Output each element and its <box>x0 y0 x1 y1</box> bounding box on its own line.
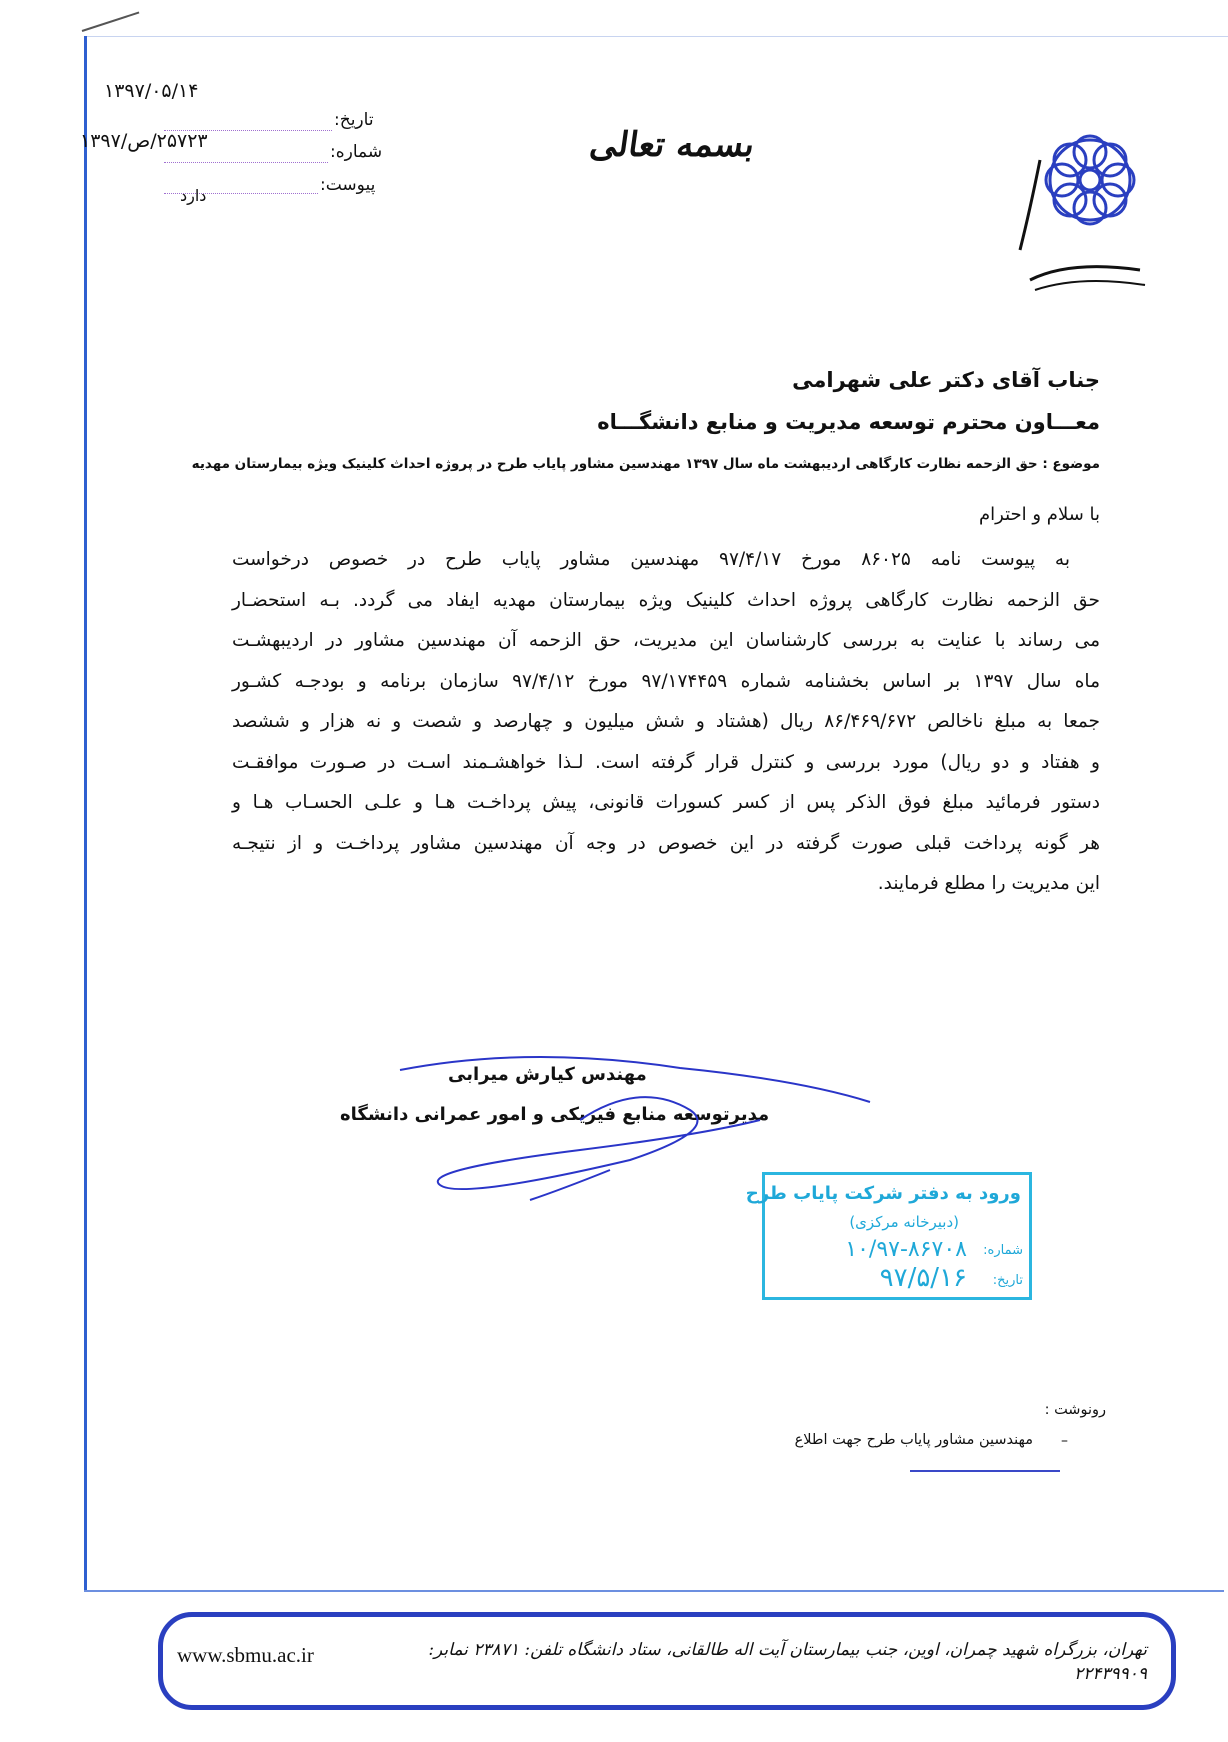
body-line: ماه سال ۱۳۹۷ بر اساس بخشنامه شماره ۹۷/۱۷۴۴۵۹ مورخ ۹۷/۴/۱۲ سازمان برنامه و بودجـه کشـور <box>232 670 1100 692</box>
stamp-date-value: ۹۷/۵/۱۶ <box>879 1263 967 1293</box>
attachment-value: دارد <box>180 186 207 205</box>
addressee-title: معـــاون محترم توسعه مدیریت و منابع دانشگـــاه <box>597 410 1100 434</box>
letter-body <box>232 540 1100 905</box>
subject-line: موضوع : حق الزحمه نظارت کارگاهی اردیبهشت ماه سال ۱۳۹۷ مهندسین مشاور پایاب طرح در پروژه احداث کلینیک ویژه بیمارستان مهدیه <box>191 456 1100 472</box>
body-line: می رساند با عنایت به بررسی کارشناسان این مدیریت، حق الزحمه آن مهندسین مشاور در اردیبهشـت <box>232 630 1100 651</box>
left-border <box>84 36 87 1592</box>
received-stamp <box>745 1172 1032 1300</box>
footer-box <box>158 1612 1176 1710</box>
body-line: به پیوست نامه ۸۶۰۲۵ مورخ ۹۷/۴/۱۷ مهندسین مشاور پایاب طرح در خصوص درخواست <box>232 549 1070 570</box>
stamp-subtitle: (دبیرخانه مرکزی) <box>849 1213 959 1231</box>
footer-address <box>357 1629 1147 1695</box>
body-line: و هفتاد و دو ریال) مورد بررسی و کنترل قرار گرفته است. لـذا خواهشـمند اسـت در صـورت موافقـت <box>232 751 1100 773</box>
cc-bullet: – <box>1061 1433 1068 1449</box>
attachment-label: پیوست: <box>320 175 376 195</box>
stamp-title: ورود به دفتر شرکت پایاب طرح <box>745 1183 1021 1204</box>
body-line: هر گونه پرداخت قبلی صورت گرفته در این خصوص در وجه آن مهندسین مشاور پرداخـت و از نتیجـه <box>232 832 1100 854</box>
handwritten-underline <box>910 1470 1060 1472</box>
body-line: دستور فرمائید مبلغ فوق الذکر پس از کسر کسورات قانونی، پیش پرداخـت هـا و علـی الحسـاب هـا و <box>232 792 1100 813</box>
signatory-name: مهندس کیارش میرابی <box>448 1064 647 1085</box>
date-label: تاریخ: <box>334 110 374 130</box>
stamp-date-label: تاریخ: <box>992 1273 1023 1288</box>
body-line: حق الزحمه نظارت کارگاهی پروژه احداث کلینیک ویژه بیمارستان مهدیه ایفاد می گردد. بـه استحضـار <box>232 589 1100 611</box>
cc-item: مهندسین مشاور پایاب طرح جهت اطلاع <box>794 1432 1033 1448</box>
stamp-number-value: ۱۰/۹۷-۸۶۷۰۸ <box>845 1237 967 1262</box>
signatory-title: مدیرتوسعه منابع فیزیکی و امور عمرانی دانشگاه <box>340 1104 770 1125</box>
addressee-name: جناب آقای دکتر علی شهرامی <box>792 368 1100 392</box>
number-label: شماره: <box>330 142 383 162</box>
body-line: این مدیریت را مطلع فرمایند. <box>877 873 1100 894</box>
bottom-border <box>84 1590 1224 1592</box>
number-value: ۲۵۷۲۳/ص/۱۳۹۷ <box>80 130 208 152</box>
greeting: با سلام و احترام <box>979 504 1100 525</box>
number-line <box>164 162 328 163</box>
body-line: جمعا به مبلغ ناخالص ۸۶/۴۶۹/۶۷۲ ریال (هشتاد و شش میلیون و چهارصد و شصت و نه هزار و ششصد <box>232 711 1100 732</box>
footer-website: www.sbmu.ac.ir <box>177 1643 314 1667</box>
stamp-number-label: شماره: <box>983 1243 1023 1258</box>
basmala: بسمه تعالی <box>587 125 758 165</box>
footer-address-text: تهران، بزرگراه شهید چمران، اوین، جنب بیمارستان آیت اله طالقانی، ستاد دانشگاه تلفن: ۲۳۸۷۱ نمابر: ۲۲۴۳۹۹۰۹ <box>428 1640 1147 1684</box>
date-value: ۱۳۹۷/۰۵/۱۴ <box>104 80 199 102</box>
cc-label: رونوشت : <box>1044 1402 1106 1418</box>
